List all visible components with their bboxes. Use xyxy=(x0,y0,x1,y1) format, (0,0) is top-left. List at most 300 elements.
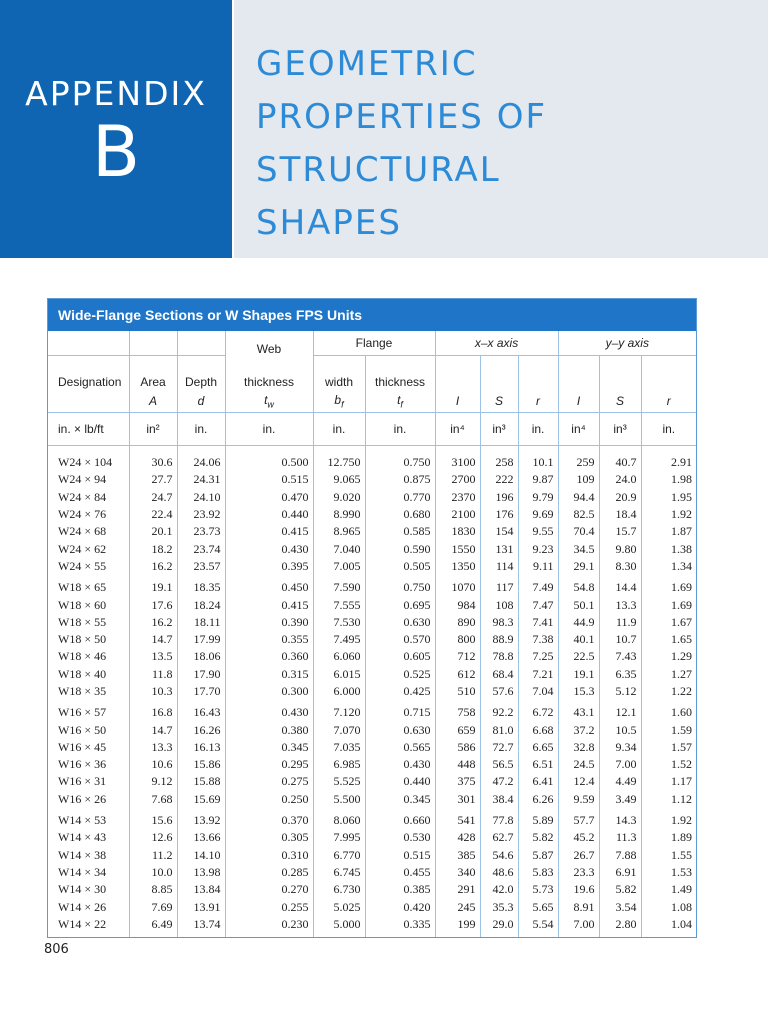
value-cell: 0.660 xyxy=(365,808,435,829)
table-row xyxy=(48,700,696,721)
value-cell: 6.015 xyxy=(313,666,365,683)
value-cell: 98.3 xyxy=(480,614,518,631)
value-cell: 40.7 xyxy=(599,446,641,472)
value-cell: 14.10 xyxy=(177,847,225,864)
value-cell: 19.1 xyxy=(129,575,177,596)
value-cell: 2700 xyxy=(435,471,480,488)
value-cell: 5.82 xyxy=(518,829,558,846)
value-cell: 800 xyxy=(435,631,480,648)
value-cell: 6.65 xyxy=(518,739,558,756)
value-cell: 6.72 xyxy=(518,700,558,721)
value-cell: 1.29 xyxy=(671,649,693,664)
appendix-word: APPENDIX xyxy=(25,74,207,113)
value-cell: 3.54 xyxy=(599,898,641,915)
value-cell: 13.98 xyxy=(177,864,225,881)
designation-cell: W24 × 104 xyxy=(48,446,129,472)
value-cell: 6.41 xyxy=(518,773,558,790)
table-row xyxy=(48,739,696,756)
value-cell: 1.60 xyxy=(671,705,693,720)
value-cell: 12.4 xyxy=(558,773,599,790)
table-row xyxy=(48,446,696,472)
value-cell: 6.770 xyxy=(313,847,365,864)
value-cell: 0.440 xyxy=(225,506,313,523)
value-cell: 984 xyxy=(435,596,480,613)
value-cell: 22.4 xyxy=(129,506,177,523)
value-cell: 7.005 xyxy=(313,558,365,575)
value-cell: 0.680 xyxy=(365,506,435,523)
value-cell: 0.750 xyxy=(365,446,435,472)
symbol-subscript: f xyxy=(341,399,344,410)
value-cell: 7.47 xyxy=(518,596,558,613)
value-cell: 42.0 xyxy=(480,881,518,898)
value-cell: 258 xyxy=(480,446,518,472)
value-cell: 0.770 xyxy=(365,489,435,506)
header-blank xyxy=(435,356,480,391)
value-cell: 7.00 xyxy=(599,756,641,773)
value-cell: 18.35 xyxy=(177,575,225,596)
value-cell: 45.2 xyxy=(558,829,599,846)
header-web-thickness: thickness xyxy=(225,356,313,391)
header-blank xyxy=(48,331,129,356)
header-blank xyxy=(558,356,599,391)
value-cell: 1.92 xyxy=(671,507,693,522)
table-row xyxy=(48,614,696,631)
value-cell: 9.79 xyxy=(518,489,558,506)
value-cell: 7.555 xyxy=(313,596,365,613)
value-cell: 586 xyxy=(435,739,480,756)
value-cell: 0.440 xyxy=(365,773,435,790)
value-cell: 1.49 xyxy=(671,882,693,897)
value-cell: 12.750 xyxy=(313,446,365,472)
value-cell: 56.5 xyxy=(480,756,518,773)
table-row xyxy=(48,489,696,506)
value-cell: 1.52 xyxy=(671,757,693,772)
table-row xyxy=(48,558,696,575)
value-cell: 10.3 xyxy=(129,683,177,700)
value-cell: 5.54 xyxy=(518,916,558,937)
value-cell: 0.255 xyxy=(225,898,313,915)
value-cell: 17.99 xyxy=(177,631,225,648)
header-symbol xyxy=(129,390,177,413)
w-shapes-table xyxy=(47,298,697,938)
header-unit: in. × lb/ft xyxy=(48,413,129,446)
symbol-text: S xyxy=(616,394,625,408)
value-cell: 6.000 xyxy=(313,683,365,700)
value-cell: 16.13 xyxy=(177,739,225,756)
value-cell: 81.0 xyxy=(480,721,518,738)
value-cell: 6.91 xyxy=(599,864,641,881)
value-cell: 7.38 xyxy=(518,631,558,648)
value-cell: 1.34 xyxy=(671,558,693,573)
value-cell: 1.59 xyxy=(671,722,693,737)
value-cell: 3.49 xyxy=(599,791,641,808)
value-cell: 0.590 xyxy=(365,540,435,557)
value-cell: 17.70 xyxy=(177,683,225,700)
value-cell: 16.2 xyxy=(129,614,177,631)
value-cell: 259 xyxy=(558,446,599,472)
value-cell: 22.5 xyxy=(558,648,599,665)
table-row xyxy=(48,881,696,898)
table-row xyxy=(48,808,696,829)
designation-cell: W24 × 76 xyxy=(48,506,129,523)
header-unit: in² xyxy=(129,413,177,446)
value-cell: 13.3 xyxy=(599,596,641,613)
header-flange-thickness: thickness xyxy=(365,356,435,391)
value-cell: 5.025 xyxy=(313,898,365,915)
value-cell: 176 xyxy=(480,506,518,523)
value-cell: 0.455 xyxy=(365,864,435,881)
designation-cell: W16 × 31 xyxy=(48,773,129,790)
value-cell: 291 xyxy=(435,881,480,898)
value-cell: 40.1 xyxy=(558,631,599,648)
table-row xyxy=(48,523,696,540)
value-cell: 15.7 xyxy=(599,523,641,540)
value-cell: 0.515 xyxy=(365,847,435,864)
value-cell: 10.1 xyxy=(518,446,558,472)
value-cell: 0.585 xyxy=(365,523,435,540)
value-cell: 1.67 xyxy=(671,614,693,629)
value-cell: 0.250 xyxy=(225,791,313,808)
value-cell: 0.230 xyxy=(225,916,313,937)
value-cell: 14.4 xyxy=(599,575,641,596)
value-cell: 0.415 xyxy=(225,523,313,540)
value-cell: 8.990 xyxy=(313,506,365,523)
value-cell: 7.69 xyxy=(129,898,177,915)
value-cell: 0.275 xyxy=(225,773,313,790)
value-cell: 30.6 xyxy=(129,446,177,472)
value-cell: 37.2 xyxy=(558,721,599,738)
header-blank xyxy=(177,331,225,356)
designation-cell: W18 × 60 xyxy=(48,596,129,613)
header-xx-axis-group: x–x axis xyxy=(435,331,558,356)
value-cell: 0.430 xyxy=(225,540,313,557)
value-cell: 0.525 xyxy=(365,666,435,683)
value-cell: 1.55 xyxy=(671,847,693,862)
header-symbol xyxy=(365,390,435,413)
value-cell: 78.8 xyxy=(480,648,518,665)
value-cell: 154 xyxy=(480,523,518,540)
value-cell: 68.4 xyxy=(480,666,518,683)
value-cell: 0.360 xyxy=(225,648,313,665)
value-cell: 29.1 xyxy=(558,558,599,575)
value-cell: 54.8 xyxy=(558,575,599,596)
value-cell: 7.590 xyxy=(313,575,365,596)
header-flange-group: Flange xyxy=(313,331,435,356)
value-cell: 385 xyxy=(435,847,480,864)
value-cell: 1.95 xyxy=(671,489,693,504)
value-cell: 54.6 xyxy=(480,847,518,864)
value-cell: 13.84 xyxy=(177,881,225,898)
value-cell: 0.875 xyxy=(365,471,435,488)
value-cell: 24.10 xyxy=(177,489,225,506)
header-yy-axis-group: y–y axis xyxy=(558,331,696,356)
value-cell: 1830 xyxy=(435,523,480,540)
value-cell: 1.12 xyxy=(671,791,693,806)
value-cell: 88.9 xyxy=(480,631,518,648)
value-cell: 0.315 xyxy=(225,666,313,683)
header-unit: in. xyxy=(225,413,313,446)
value-cell: 9.020 xyxy=(313,489,365,506)
designation-cell: W14 × 26 xyxy=(48,898,129,915)
table-row xyxy=(48,631,696,648)
value-cell: 0.630 xyxy=(365,614,435,631)
table-row xyxy=(48,575,696,596)
table-row xyxy=(48,898,696,915)
value-cell: 92.2 xyxy=(480,700,518,721)
value-cell: 0.570 xyxy=(365,631,435,648)
value-cell: 24.06 xyxy=(177,446,225,472)
value-cell: 0.715 xyxy=(365,700,435,721)
value-cell: 6.35 xyxy=(599,666,641,683)
value-cell: 23.74 xyxy=(177,540,225,557)
value-cell: 0.335 xyxy=(365,916,435,937)
value-cell: 15.88 xyxy=(177,773,225,790)
value-cell: 5.82 xyxy=(599,881,641,898)
value-cell: 1.38 xyxy=(671,541,693,556)
table-row xyxy=(48,471,696,488)
designation-cell: W14 × 34 xyxy=(48,864,129,881)
value-cell: 12.1 xyxy=(599,700,641,721)
value-cell: 0.295 xyxy=(225,756,313,773)
header-blank xyxy=(480,356,518,391)
value-cell: 17.6 xyxy=(129,596,177,613)
value-cell: 7.530 xyxy=(313,614,365,631)
designation-cell: W18 × 35 xyxy=(48,683,129,700)
designation-cell: W16 × 26 xyxy=(48,791,129,808)
designation-cell: W14 × 30 xyxy=(48,881,129,898)
table-row xyxy=(48,666,696,683)
header-flange-width: width xyxy=(313,356,365,391)
value-cell: 8.85 xyxy=(129,881,177,898)
value-cell: 16.2 xyxy=(129,558,177,575)
value-cell: 24.31 xyxy=(177,471,225,488)
value-cell: 57.7 xyxy=(558,808,599,829)
value-cell: 20.9 xyxy=(599,489,641,506)
value-cell: 18.06 xyxy=(177,648,225,665)
symbol-text: d xyxy=(197,394,205,408)
value-cell: 890 xyxy=(435,614,480,631)
value-cell: 7.995 xyxy=(313,829,365,846)
value-cell: 448 xyxy=(435,756,480,773)
value-cell: 1550 xyxy=(435,540,480,557)
value-cell: 7.040 xyxy=(313,540,365,557)
value-cell: 47.2 xyxy=(480,773,518,790)
value-cell: 50.1 xyxy=(558,596,599,613)
symbol-text: t xyxy=(264,392,268,407)
value-cell: 38.4 xyxy=(480,791,518,808)
value-cell: 7.04 xyxy=(518,683,558,700)
header-unit: in. xyxy=(177,413,225,446)
value-cell: 0.695 xyxy=(365,596,435,613)
value-cell: 43.1 xyxy=(558,700,599,721)
value-cell: 2.91 xyxy=(671,455,693,470)
header-symbol xyxy=(435,390,480,413)
table-row xyxy=(48,829,696,846)
table-row xyxy=(48,506,696,523)
table-row xyxy=(48,773,696,790)
value-cell: 7.43 xyxy=(599,648,641,665)
value-cell: 7.49 xyxy=(518,575,558,596)
value-cell: 1070 xyxy=(435,575,480,596)
properties-table xyxy=(48,331,696,937)
designation-cell: W16 × 50 xyxy=(48,721,129,738)
designation-cell: W18 × 50 xyxy=(48,631,129,648)
header-symbol xyxy=(518,390,558,413)
value-cell: 13.66 xyxy=(177,829,225,846)
value-cell: 0.420 xyxy=(365,898,435,915)
value-cell: 6.51 xyxy=(518,756,558,773)
value-cell: 6.745 xyxy=(313,864,365,881)
value-cell: 6.060 xyxy=(313,648,365,665)
value-cell: 0.270 xyxy=(225,881,313,898)
value-cell: 13.3 xyxy=(129,739,177,756)
value-cell: 72.7 xyxy=(480,739,518,756)
value-cell: 9.12 xyxy=(129,773,177,790)
value-cell: 8.060 xyxy=(313,808,365,829)
designation-cell: W24 × 84 xyxy=(48,489,129,506)
value-cell: 0.310 xyxy=(225,847,313,864)
value-cell: 108 xyxy=(480,596,518,613)
value-cell: 7.68 xyxy=(129,791,177,808)
header-symbol xyxy=(599,390,641,413)
value-cell: 16.43 xyxy=(177,700,225,721)
value-cell: 6.985 xyxy=(313,756,365,773)
value-cell: 340 xyxy=(435,864,480,881)
value-cell: 11.9 xyxy=(599,614,641,631)
designation-cell: W18 × 65 xyxy=(48,575,129,596)
value-cell: 7.035 xyxy=(313,739,365,756)
header-depth: Depth xyxy=(177,356,225,391)
designation-cell: W16 × 45 xyxy=(48,739,129,756)
designation-cell: W16 × 36 xyxy=(48,756,129,773)
header-unit: in⁴ xyxy=(435,413,480,446)
value-cell: 11.2 xyxy=(129,847,177,864)
value-cell: 0.750 xyxy=(365,575,435,596)
symbol-text: t xyxy=(397,392,401,407)
header-unit: in. xyxy=(641,413,696,446)
value-cell: 4.49 xyxy=(599,773,641,790)
value-cell: 24.0 xyxy=(599,471,641,488)
value-cell: 15.3 xyxy=(558,683,599,700)
value-cell: 6.730 xyxy=(313,881,365,898)
value-cell: 18.11 xyxy=(177,614,225,631)
designation-cell: W18 × 40 xyxy=(48,666,129,683)
value-cell: 0.285 xyxy=(225,864,313,881)
header-unit: in⁴ xyxy=(558,413,599,446)
value-cell: 7.120 xyxy=(313,700,365,721)
value-cell: 2.80 xyxy=(599,916,641,937)
value-cell: 27.7 xyxy=(129,471,177,488)
value-cell: 24.7 xyxy=(129,489,177,506)
value-cell: 1.22 xyxy=(671,684,693,698)
value-cell: 0.515 xyxy=(225,471,313,488)
value-cell: 7.00 xyxy=(558,916,599,937)
symbol-text: S xyxy=(495,394,504,408)
value-cell: 0.505 xyxy=(365,558,435,575)
value-cell: 0.305 xyxy=(225,829,313,846)
appendix-label-panel xyxy=(0,0,232,258)
header-designation: Designation xyxy=(48,356,129,391)
designation-cell: W24 × 55 xyxy=(48,558,129,575)
table-row xyxy=(48,683,696,700)
value-cell: 34.5 xyxy=(558,540,599,557)
value-cell: 26.7 xyxy=(558,847,599,864)
value-cell: 13.74 xyxy=(177,916,225,937)
value-cell: 18.4 xyxy=(599,506,641,523)
designation-cell: W24 × 62 xyxy=(48,540,129,557)
value-cell: 109 xyxy=(558,471,599,488)
value-cell: 10.0 xyxy=(129,864,177,881)
value-cell: 0.500 xyxy=(225,446,313,472)
value-cell: 2100 xyxy=(435,506,480,523)
value-cell: 1.89 xyxy=(671,830,693,845)
value-cell: 1.69 xyxy=(671,580,693,595)
designation-cell: W14 × 53 xyxy=(48,808,129,829)
designation-cell: W24 × 68 xyxy=(48,523,129,540)
table-row xyxy=(48,540,696,557)
value-cell: 5.525 xyxy=(313,773,365,790)
table-row xyxy=(48,847,696,864)
header-unit: in³ xyxy=(599,413,641,446)
table-row xyxy=(48,756,696,773)
value-cell: 9.065 xyxy=(313,471,365,488)
value-cell: 1.08 xyxy=(671,899,693,914)
value-cell: 23.73 xyxy=(177,523,225,540)
value-cell: 6.68 xyxy=(518,721,558,738)
value-cell: 70.4 xyxy=(558,523,599,540)
header-symbol xyxy=(225,390,313,413)
header-symbol xyxy=(641,390,696,413)
symbol-text: r xyxy=(536,394,541,408)
value-cell: 1.57 xyxy=(671,739,693,754)
table-title: Wide-Flange Sections or W Shapes FPS Units xyxy=(48,299,696,331)
value-cell: 23.92 xyxy=(177,506,225,523)
page-number: 806 xyxy=(44,942,69,957)
designation-cell: W16 × 57 xyxy=(48,700,129,721)
value-cell: 10.7 xyxy=(599,631,641,648)
designation-cell: W14 × 43 xyxy=(48,829,129,846)
appendix-title-panel xyxy=(234,0,768,258)
table-row xyxy=(48,916,696,937)
header-symbol xyxy=(177,390,225,413)
value-cell: 5.000 xyxy=(313,916,365,937)
header-unit: in. xyxy=(365,413,435,446)
value-cell: 13.92 xyxy=(177,808,225,829)
value-cell: 7.070 xyxy=(313,721,365,738)
value-cell: 18.2 xyxy=(129,540,177,557)
value-cell: 5.65 xyxy=(518,898,558,915)
value-cell: 7.88 xyxy=(599,847,641,864)
designation-cell: W14 × 22 xyxy=(48,916,129,937)
table-row xyxy=(48,791,696,808)
table-row xyxy=(48,864,696,881)
value-cell: 32.8 xyxy=(558,739,599,756)
value-cell: 19.1 xyxy=(558,666,599,683)
value-cell: 541 xyxy=(435,808,480,829)
value-cell: 15.6 xyxy=(129,808,177,829)
table-row xyxy=(48,648,696,665)
symbol-subscript: w xyxy=(267,399,274,410)
title-line-1: GEOMETRIC xyxy=(256,44,478,84)
header-unit: in. xyxy=(518,413,558,446)
value-cell: 1.04 xyxy=(671,916,693,931)
value-cell: 0.470 xyxy=(225,489,313,506)
value-cell: 301 xyxy=(435,791,480,808)
value-cell: 12.6 xyxy=(129,829,177,846)
value-cell: 14.7 xyxy=(129,631,177,648)
value-cell: 2370 xyxy=(435,489,480,506)
designation-cell: W18 × 46 xyxy=(48,648,129,665)
